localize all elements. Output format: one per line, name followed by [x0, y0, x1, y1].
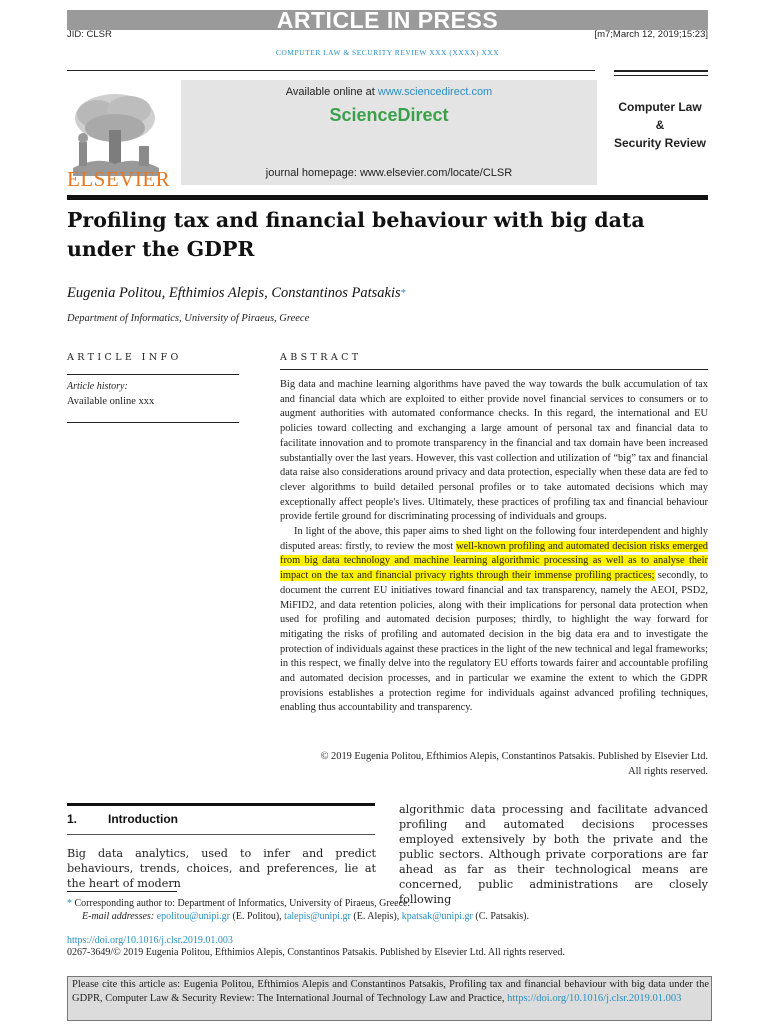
corresponding-text: Corresponding author to: Department of Informatics, University of Piraeus, Greece.: [74, 898, 410, 909]
sciencedirect-link[interactable]: www.sciencedirect.com: [377, 86, 493, 98]
email-owner-3: (C. Patsakis).: [472, 911, 529, 922]
journal-name-line1: Computer Law: [618, 100, 702, 114]
email-link-patsakis[interactable]: kpatsak@unipi.gr: [401, 911, 473, 922]
email-owner-2: (E. Alepis),: [350, 911, 402, 922]
rights-line: All rights reserved.: [628, 766, 708, 777]
timestamp: [m7;March 12, 2019;15:23]: [594, 29, 708, 40]
article-info-rule-bottom: [67, 422, 239, 423]
abstract-rule: [280, 369, 708, 370]
header-rule: [67, 70, 595, 71]
email-link-politou[interactable]: epolitou@unipi.gr: [156, 911, 230, 922]
header-rule-right-thin: [614, 75, 708, 76]
affiliation: Department of Informatics, University of Piraeus, Greece: [67, 313, 310, 324]
footnote-rule: [67, 891, 177, 892]
sciencedirect-logo: ScienceDirect: [329, 105, 449, 125]
issn-line: 0267-3649/© 2019 Eugenia Politou, Efthimios Alepis, Constantinos Patsakis. Published by Elsevier Ltd. All rights reserved.: [67, 947, 565, 958]
article-history-value: Available online xxx: [67, 396, 155, 407]
banner-text: ARTICLE IN PRESS: [276, 7, 499, 33]
journal-homepage: [181, 166, 597, 180]
doi-link[interactable]: https://doi.org/10.1016/j.clsr.2019.01.003: [67, 935, 233, 946]
journal-homepage-link[interactable]: www.elsevier.com/locate/CLSR: [359, 167, 513, 179]
journal-name: [604, 98, 716, 152]
available-prefix: Available online at: [285, 86, 378, 98]
intro-rule-thin: [67, 834, 375, 835]
email-owner-1: (E. Politou),: [230, 911, 285, 922]
authors-text: Eugenia Politou, Efthimios Alepis, Constantinos Patsakis: [67, 285, 401, 301]
elsevier-wordmark: ELSEVIER: [67, 167, 171, 191]
intro-text-right: algorithmic data processing and facilitate advanced profiling and automated decisions processes employed extensively by both the private and the public sectors. Although private corporations are far ahead as far as their technological means are concerned, public administrations are closely following: [399, 803, 708, 906]
abstract-paragraph-1: Big data and machine learning algorithms have paved the way towards the bulk accumulation of tax and financial data which are exploited to either provide novel financial services to consumers or to augment authorities with automated conformance checks. In this regard, the international and EU policies toward collecting and exchanging a large amount of personal tax and financial data to facilitate innovation and to promote transparency in the financial and tax domain have been increased substantially over the last years. However, this vast collection and utilization of “big” tax and financial data raise also considerations around privacy and data protection, especially when these data are fed to clever algorithms to build detailed personal profiles or to take automated decisions which may exceptionally affect people's lives. Ultimately, these practices of profiling tax and financial behaviour provide fertile ground for discriminating processing of individuals and groups.: [280, 379, 708, 523]
cite-text: Please cite this article as: Eugenia Politou, Efthimios Alepis and Constantinos Patsakis, Profiling tax and financial behaviour with big data under the GDPR, Computer Law & Security Review: The International Journal of Technology Law and Practice,: [72, 979, 709, 1004]
abstract-paragraph-2: [280, 525, 708, 716]
corresponding-author-note: [67, 897, 410, 911]
header-rule-right: [614, 70, 708, 72]
homepage-prefix: journal homepage:: [265, 167, 360, 179]
article-title: Profiling tax and financial behaviour with big data under the GDPR: [67, 208, 645, 261]
email-label: E-mail addresses:: [82, 911, 155, 922]
article-info-rule: [67, 374, 239, 375]
email-link-alepis[interactable]: talepis@unipi.gr: [284, 911, 351, 922]
abstract-body: [280, 378, 708, 716]
email-addresses: [82, 910, 529, 924]
article-info-heading: ARTICLE INFO: [67, 352, 182, 363]
footnote-marker: *: [67, 898, 72, 909]
corresponding-marker[interactable]: *: [400, 287, 407, 299]
copyright-line: © 2019 Eugenia Politou, Efthimios Alepis, Constantinos Patsakis. Published by Elsevier Ltd.: [320, 751, 708, 762]
author-list: [67, 284, 708, 302]
abstract-copyright: [280, 749, 708, 779]
abstract-p2-start: In light of the above, this paper aims to shed light on the following four interdependent and highly disputed areas: firstly, to review the most: [280, 526, 708, 552]
section-number: 1.: [67, 812, 78, 826]
available-online: [181, 85, 597, 99]
abstract-heading: ABSTRACT: [280, 352, 362, 363]
running-head: COMPUTER LAW & SECURITY REVIEW XXX (XXXX) XXX: [275, 48, 500, 57]
journal-id: JID: CLSR: [67, 29, 112, 40]
cite-box: [67, 976, 712, 1021]
header-thick-rule: [67, 195, 708, 200]
section-title: Introduction: [108, 812, 178, 826]
cite-doi-link[interactable]: https://doi.org/10.1016/j.clsr.2019.01.003: [507, 992, 682, 1004]
highlighted-text: well-known profiling and automated decision risks emerged from big data technology and machine learning algorithmic processing as well as to analyse their impact on the tax and financial privacy rights through their immense profiling practices;: [280, 540, 708, 582]
intro-text-left: Big data analytics, used to infer and predict behaviours, trends, choices, and preferences, lie at the heart of modern: [67, 847, 376, 890]
intro-rule: [67, 803, 375, 806]
article-history-label: Article history:: [67, 381, 128, 392]
journal-name-line2: &: [655, 118, 665, 132]
journal-name-line3: Security Review: [613, 136, 707, 150]
abstract-p2-end: secondly, to document the current EU initiatives toward financial and tax transparency, namely the AEOI, PSD2, MiFID2, and data retention policies, along with their implications for personal data protection when used for profiling and automated decision purposes; thirdly, to highlight the way forward for mitigating the risks of profiling and automated decision in the big data era and to investigate the protection of individuals against these practices in the light of the new technical and legal frameworks; in this respect, we finally delve into the regulatory EU efforts towards fairer and accountable profiling and automated decision processes, and in particular we examine the extent to which the GDPR provisions establishes a protection regime for individuals against advanced profiling techniques, enabling thus accountability and transparency.: [280, 570, 708, 714]
